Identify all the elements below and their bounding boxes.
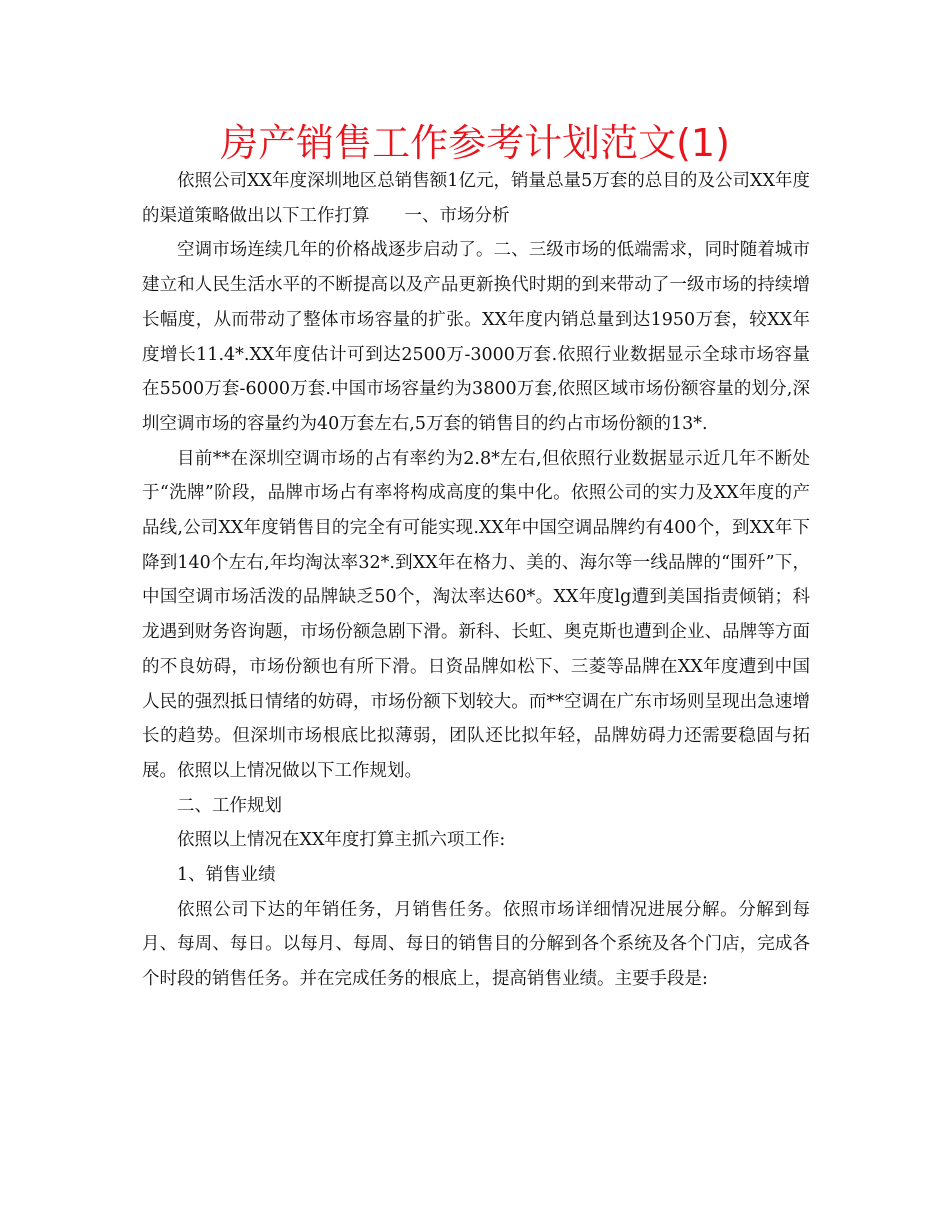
paragraph-sales-targets: 依照公司下达的年销任务，月销售任务。依照市场详细情况进展分解。分解到每月、每周、每日。以每月、每周、每日的销售目的分解到各个系统及各个门店，完成各个时段的销售任务。并在完成任务的根底上，提高销售业绩。主要手段是: — [142, 899, 810, 990]
subsection-heading-sales: 1、销售业绩 — [177, 865, 276, 886]
paragraph-market-analysis: 空调市场连续几年的价格战逐步启动了。二、三级市场的低端需求，同时随着城市建立和人民生活水平的不断提高以及产品更新换代时期的到来带动了一级市场的持续增长幅度，从而带动了整体市场容量的扩张。XX年度内销总量到达1950万套，较XX年度增长11.4*.XX年度估计可到达2500万-3000万套.依照行业数据显示全球市场容量在5500万套-6000万套.中国市场容量约为3800万套,依照区域市场份额容量的划分,深圳空调市场的容量约为40万套左右,5万套的销售目的约占市场份额的13*. — [142, 240, 810, 434]
paragraph-intro: 依照公司XX年度深圳地区总销售额1亿元，销量总量5万套的总目的及公司XX年度的渠道策略做出以下工作打算 一、市场分析 — [142, 171, 810, 226]
document-title: 房产销售工作参考计划范文(1) — [220, 121, 730, 165]
section-heading-work-plan: 二、工作规划 — [177, 795, 282, 816]
document-body — [142, 164, 810, 997]
paragraph-six-tasks: 依照以上情况在XX年度打算主抓六项工作: — [177, 830, 506, 851]
paragraph-brand-situation: 目前**在深圳空调市场的占有率约为2.8*左右,但依照行业数据显示近几年不断处于“洗牌”阶段，品牌市场占有率将构成高度的集中化。依照公司的实力及XX年度的产品线,公司XX年度销售目的完全有可能实现.XX年中国空调品牌约有400个，到XX年下降到140个左右,年均淘汰率32*.到XX年在格力、美的、海尔等一线品牌的“围歼”下，中国空调市场活泼的品牌缺乏50个，淘汰率达60*。XX年度lg遭到美国指责倾销；科龙遇到财务咨询题，市场份额急剧下滑。新科、长虹、奥克斯也遭到企业、品牌等方面的不良妨碍，市场份额也有所下滑。日资品牌如松下、三菱等品牌在XX年度遭到中国人民的强烈抵日情绪的妨碍，市场份额下划较大。而**空调在广东市场则呈现出急速增长的趋势。但深圳市场根底比拟薄弱，团队还比拟年轻，品牌妨碍力还需要稳固与拓展。依照以上情况做以下工作规划。 — [142, 448, 810, 781]
